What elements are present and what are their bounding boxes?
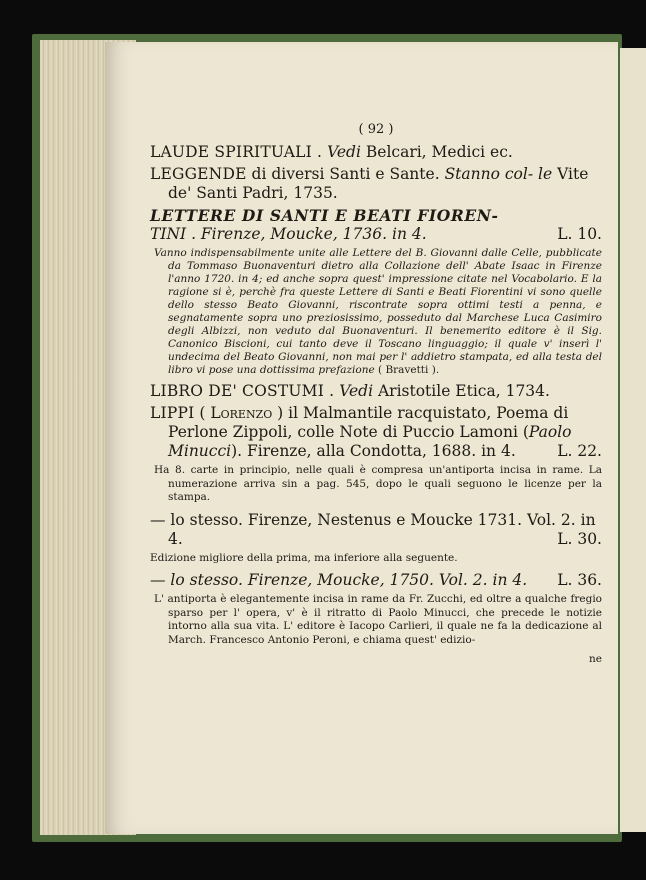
- entry-italic: Paolo Minucci: [168, 423, 572, 460]
- entry-heading: LEGGENDE: [150, 165, 247, 183]
- entry-libro: [150, 382, 602, 401]
- entry-text: ). Firenze, alla Condotta, 1688. in 4.: [231, 442, 516, 460]
- entry-laude: [150, 143, 602, 162]
- entry-heading: LETTERE DI SANTI E BEATI FIOREN-: [150, 206, 499, 225]
- entry-heading: LIPPI: [150, 404, 195, 422]
- entry-text: — lo stesso. Firenze, Nestenus e Moucke 1731. Vol. 2. in 4.: [150, 510, 596, 548]
- entry-lettere: [150, 206, 602, 244]
- entry-price: L. 22.: [557, 442, 602, 460]
- entry-note: [150, 247, 602, 377]
- entry-imprint: TINI . Firenze, Moucke, 1736. in 4.: [150, 225, 427, 243]
- entry-italic: Stanno col-: [444, 165, 534, 183]
- entry-stesso-1750: [150, 571, 602, 590]
- entry-heading: LIBRO DE' COSTUMI .: [150, 382, 335, 400]
- entry-text: Belcari, Medici ec.: [365, 143, 513, 161]
- entry-text: Vite de' Santi Padri, 1735.: [168, 165, 589, 202]
- vedi-ref: Vedi: [327, 143, 361, 161]
- entry-text: — lo stesso. Firenze, Moucke, 1750. Vol. 2. in 4.: [150, 571, 528, 589]
- entry-author: ( Lorenzo ): [199, 404, 284, 422]
- entry-stesso-1731: [150, 511, 602, 549]
- entry-lippi: [150, 404, 602, 461]
- entry-note: Edizione migliore della prima, ma inferiore alla seguente.: [150, 551, 458, 564]
- entry-leggende: [150, 165, 602, 203]
- entry-text: di diversi Santi e Sante.: [251, 165, 440, 183]
- catchword: ne: [589, 653, 602, 665]
- entry-italic: le: [538, 165, 553, 183]
- entry-text: il Malmantile racquistato, Poema di Perlone Zippoli, colle Note di Puccio Lamoni (: [168, 404, 569, 441]
- entry-heading: LAUDE SPIRITUALI .: [150, 143, 323, 161]
- entry-price: L. 36.: [557, 571, 602, 589]
- entry-note: L' antiporta è elegantemente incisa in rame da Fr. Zucchi, ed oltre a qualche fregio sparso per l' opera, v' è il ritratto di Paolo Minucci, che precede le notizie intorno alla sua vita. L' editore è Iacopo Carlieri, il quale ne fa la dedicazione al March. Francesco Antonio Peroni, e chiama quest' edizio-: [154, 593, 602, 646]
- entry-note: Ha 8. carte in principio, nelle quali è compresa un'antiporta incisa in rame. La numerazione arriva sin a pag. 545, dopo le quali seguono le licenze per la stampa.: [154, 464, 602, 503]
- facing-page-edge: [620, 48, 646, 832]
- vedi-ref: Vedi: [339, 382, 374, 400]
- entry-price: L. 30.: [557, 529, 602, 548]
- note-text: Vanno indispensabilmente unite alle Lettere del B. Giovanni dalle Celle, pubblicate da Tommaso Buonaventuri dietro alla Collazione dell' Abate Isaac in Firenze l'anno 1720. in 4; ed anche sopra quest' impressione citate nel Vocabolario. E la ragione si è, perchè fra queste Lettere di Santi e Beati Fiorentini vi sono quelle dello stesso Beato Giovanni, riscontrate sopra ottimi testi a penna, e segnatamente sopra uno preziosissimo, posseduto dal Marchese Luca Casimiro degli Albizzi, non veduto dal Buonaventuri. Il benemerito editore è il Sig. Canonico Biscioni, cui tanto deve il Toscano linguaggio; il quale v' inserì l' undecima del Beato Giovanni, non mai per l' addietro stampata, ed alla testa del libro vi pose una dottissima prefazione: [154, 247, 602, 376]
- entry-price: L. 10.: [557, 225, 602, 243]
- note-end: ( Bravetti ).: [378, 364, 440, 376]
- page-number: ( 92 ): [358, 122, 394, 137]
- page-content: [150, 122, 602, 665]
- entry-text: Aristotile Etica, 1734.: [377, 382, 550, 400]
